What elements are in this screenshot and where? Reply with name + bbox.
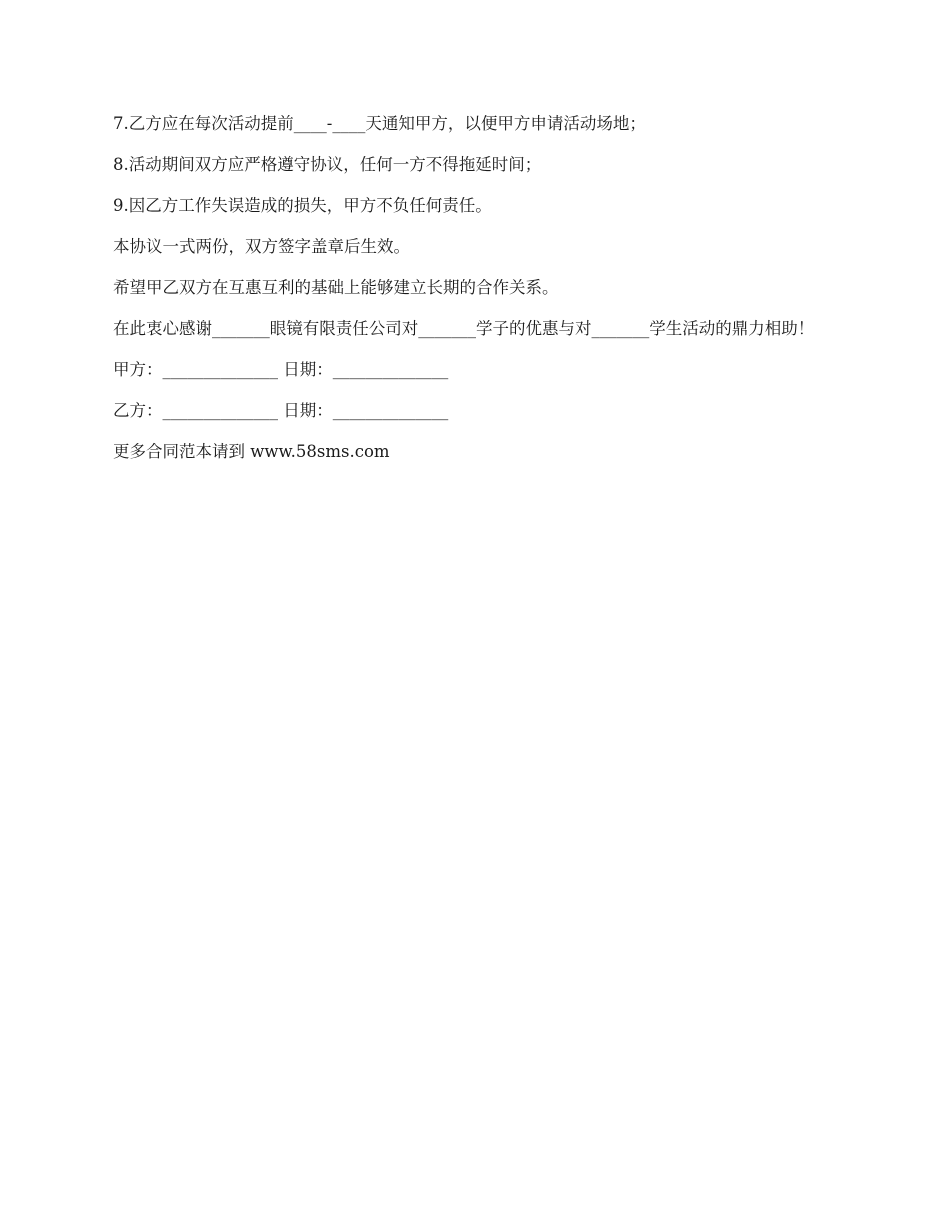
clause-8: 8.活动期间双方应严格遵守协议，任何一方不得拖延时间； — [113, 155, 542, 174]
more-templates-note: 更多合同范本请到 www.58sms.com — [113, 442, 390, 461]
document-body — [113, 112, 838, 481]
validity-statement: 本协议一式两份，双方签字盖章后生效。 — [113, 237, 410, 256]
party-a-signature-line: 甲方：______________ 日期：______________ — [113, 360, 449, 379]
thanks-statement: 在此衷心感谢_______眼镜有限责任公司对_______学子的优惠与对_______学生活动的鼎力相助！ — [113, 319, 815, 338]
clause-9: 9.因乙方工作失误造成的损失，甲方不负任何责任。 — [113, 196, 492, 215]
cooperation-wish: 希望甲乙双方在互惠互利的基础上能够建立长期的合作关系。 — [113, 278, 559, 297]
party-b-signature-line: 乙方：______________ 日期：______________ — [113, 401, 449, 420]
clause-7: 7.乙方应在每次活动提前____-____天通知甲方，以便甲方申请活动场地； — [113, 114, 646, 133]
